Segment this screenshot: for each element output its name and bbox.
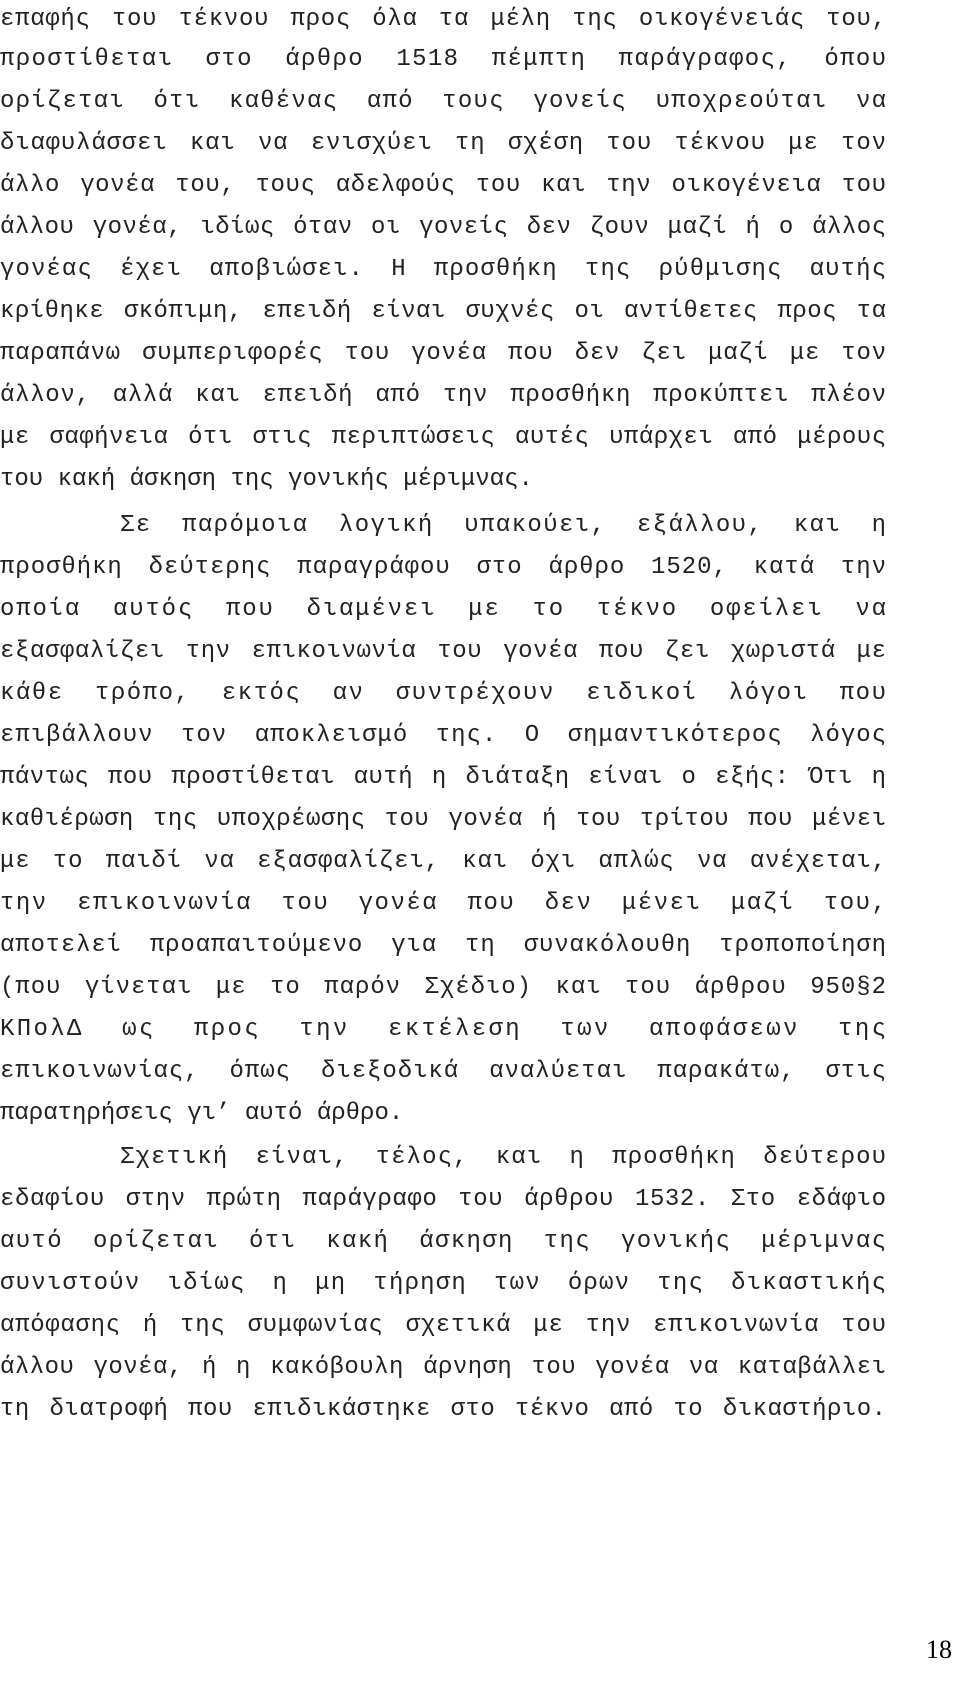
text-line: του κακή άσκηση της γονικής μέριμνας. xyxy=(0,466,533,493)
text-line: ορίζεται ότι καθένας από τους γονείς υποχρεούται να xyxy=(0,88,888,115)
text-line: γονέας έχει αποβιώσει. Η προσθήκη της ρύθμισης αυτής xyxy=(0,256,888,283)
text-line: εξασφαλίζει την επικοινωνία του γονέα που ζει χωριστά με xyxy=(0,638,887,665)
text-line: καθιέρωση της υποχρέωσης του γονέα ή του τρίτου που μένει xyxy=(0,806,887,833)
text-line: κρίθηκε σκόπιμη, επειδή είναι συχνές οι αντίθετες προς τα xyxy=(0,298,887,325)
text-line: με σαφήνεια ότι στις περιπτώσεις αυτές υπάρχει από μέρους xyxy=(0,424,887,451)
text-line: ΚΠολΔ ως προς την εκτέλεση των αποφάσεων της xyxy=(0,1016,889,1043)
text-line: προσθήκη δεύτερης παραγράφου στο άρθρο 1520, κατά την xyxy=(0,554,887,581)
text-line: αποτελεί προαπαιτούμενο για τη συνακόλουθη τροποποίηση xyxy=(0,932,887,959)
text-line: οποία αυτός που διαμένει με το τέκνο οφείλει να xyxy=(0,596,888,623)
text-line: άλλον, αλλά και επειδή από την προσθήκη προκύπτει πλέον xyxy=(0,382,887,409)
text-line: (που γίνεται με το παρόν Σχέδιο) και του άρθρου 950§2 xyxy=(0,974,887,1001)
text-line: Σε παρόμοια λογική υπακούει, εξάλλου, και η xyxy=(120,512,888,539)
text-line: την επικοινωνία του γονέα που δεν μένει μαζί του, xyxy=(0,890,888,917)
text-line: αυτό ορίζεται ότι κακή άσκηση της γονικής μέριμνας xyxy=(0,1228,888,1255)
text-line: κάθε τρόπο, εκτός αν συντρέχουν ειδικοί λόγοι που xyxy=(0,680,888,707)
text-line: παραπάνω συμπεριφορές του γονέα που δεν ζει μαζί με τον xyxy=(0,340,887,367)
text-line: άλλο γονέα του, τους αδελφούς του και την οικογένεια του xyxy=(0,172,887,199)
text-line: με το παιδί να εξασφαλίζει, και όχι απλώς να ανέχεται, xyxy=(0,848,887,875)
text-line: εδαφίου στην πρώτη παράγραφο του άρθρου 1532. Στο εδάφιο xyxy=(0,1186,887,1213)
text-line: άλλου γονέα, ή η κακόβουλη άρνηση του γονέα να καταβάλλει xyxy=(0,1354,887,1381)
text-line: προστίθεται στο άρθρο 1518 πέμπτη παράγραφος, όπου xyxy=(0,46,888,73)
text-line: τη διατροφή που επιδικάστηκε στο τέκνο από το δικαστήριο. xyxy=(0,1396,887,1423)
text-line: διαφυλάσσει και να ενισχύει τη σχέση του τέκνου με τον xyxy=(0,130,887,157)
text-line: επαφής του τέκνου προς όλα τα μέλη της οικογένειάς του, xyxy=(0,6,887,33)
text-line: συνιστούν ιδίως η μη τήρηση των όρων της δικαστικής xyxy=(0,1270,888,1297)
text-line: Σχετική είναι, τέλος, και η προσθήκη δεύτερου xyxy=(120,1144,888,1171)
text-line: πάντως που προστίθεται αυτή η διάταξη είναι ο εξής: Ότι η xyxy=(0,764,887,791)
text-line: επικοινωνίας, όπως διεξοδικά αναλύεται παρακάτω, στις xyxy=(0,1058,887,1085)
page-number: 18 xyxy=(926,1635,952,1664)
text-line: άλλου γονέα, ιδίως όταν οι γονείς δεν ζουν μαζί ή ο άλλος xyxy=(0,214,887,241)
text-line: επιβάλλουν τον αποκλεισμό της. Ο σημαντικότερος λόγος xyxy=(0,722,887,749)
text-line: παρατηρήσεις γι’ αυτό άρθρο. xyxy=(0,1100,404,1127)
text-line: απόφασης ή της συμφωνίας σχετικά με την επικοινωνία του xyxy=(0,1312,887,1339)
